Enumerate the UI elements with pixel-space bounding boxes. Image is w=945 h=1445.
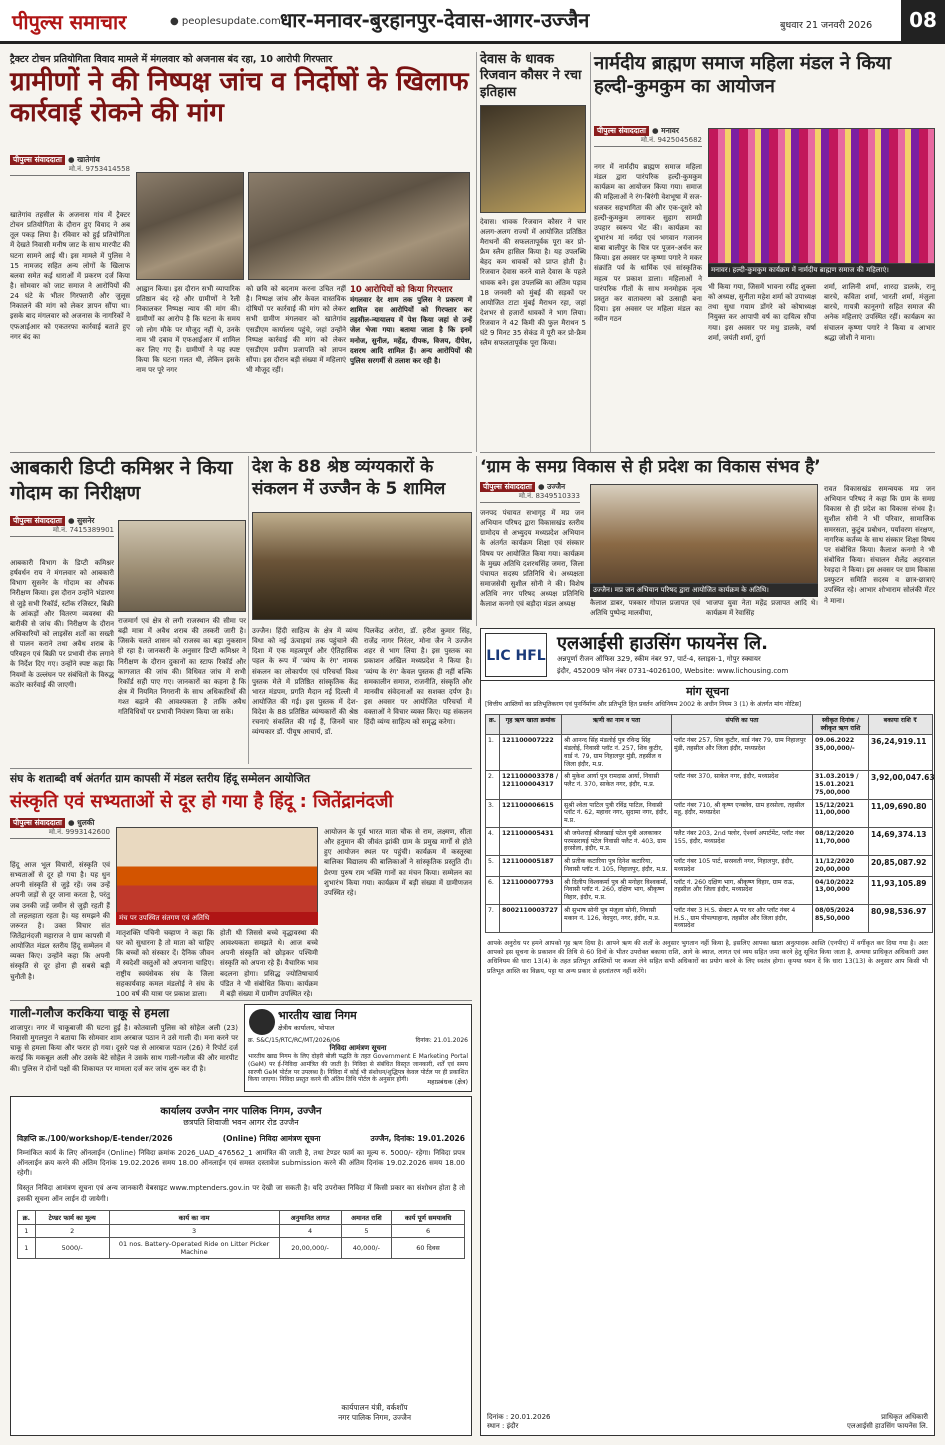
account-cell: 121100006615 (500, 799, 562, 827)
story-vyangya (252, 456, 472, 764)
story-chaku (10, 1004, 238, 1092)
sanction-amount: 11,70,000 (815, 837, 850, 845)
story-hindu-sammelan (10, 772, 472, 997)
sanction-date: 31.03.2019 / 15.01.2021 (815, 773, 859, 789)
sanction-cell (813, 904, 869, 932)
sanction-cell (813, 771, 869, 799)
hindu-kicker: संघ के शताब्दी वर्ष अंतर्गत ग्राम कापसी में मंडल स्तरीय हिंदू सम्मेलन आयोजित (10, 773, 311, 785)
col-header: स्वीकृत दिनांक / स्वीकृत ऋण राशि (813, 714, 869, 735)
due-amount-cell: 3,92,00,047.63 (869, 771, 933, 799)
photo-women-group (708, 128, 935, 264)
gram-body-col2: कैलाश डाबर, पत्रकार गोपाल प्रजापत एवं अतिथि पुष्पेन्द्र मालवीया, (590, 599, 700, 618)
due-amount-cell: 80,98,536.97 (869, 904, 933, 932)
tender-table (17, 1210, 465, 1259)
photo-inspection (118, 520, 246, 612)
property-cell: प्लॉट नंबर 105 पार्ट, सरस्वती नगर, निहालपुर, इंदौर, मध्यप्रदेश (672, 856, 813, 877)
col-number: 3 (109, 1224, 279, 1237)
sanction-date: 09.06.2022 (815, 737, 855, 745)
fci-sign: महाप्रबंधक (क्षेत्र) (427, 1078, 468, 1086)
sanction-amount: 13,00,000 (815, 886, 850, 894)
photo-caption: मंच पर उपस्थित संतगण एवं अतिथि (116, 912, 318, 925)
borrower-cell: श्री प्रतीक कटारिया पुत्र दिनेश कटारिया, निवासी प्लॉट नं. 105, निहालपुर, इंदौर, म.प्र. (562, 856, 672, 877)
lic-footer: दिनांक : 20.01.2026 स्थान : इंदौर प्राधिकृत अधिकारी एलआईसी हाउसिंग फायनेंस लि. (487, 1413, 928, 1430)
vyangya-body-col2: पिलकेंद्र अरोरा, डॉ. हरीश कुमार सिंह, राजेंद्र नागर निरंतर, मोना जैन ने उज्जैन शहर से भाग लिया है। इस पुस्तक का प्रकाशन अखिल मध्यप्रदेश ने किया है। 'व्यंग्य के रंग' केवल पुस्तक ही नहीं बल्कि समकालीन समाज, राजनीति, संस्कृति और मानवीय संवेदनाओं का सशक्त दर्पण है। इस अवसर पर आयोजित परिचर्चा में वक्ताओं ने विचार व्यक्त किए। यह संकलन हिंदी व्यंग्य साहित्य को समृद्ध करेगा। (364, 627, 472, 727)
section-title: धार-मनावर-बुरहानपुर-देवास-आगर-उज्जैन (280, 8, 590, 32)
photo-caption: मनावर। हल्दी-कुमकुम कार्यक्रम में नार्मदीय ब्राह्मण समाज की महिलाएं। (708, 264, 935, 277)
due-amount-cell: 11,09,690.80 (869, 799, 933, 827)
website-link[interactable]: ● peoplesupdate.com (170, 16, 281, 27)
sanction-date: 11/12/2020 (815, 858, 854, 866)
dewas-body: देवास। धावक रिजवान कौसर ने चार अलग-अलग राज्यों में आयोजित प्रतिष्ठित मैराथनों की सफलतापूर्वक पूरा कर प्रो-फ्रैम स्लैम हासिल किया है। यह उपलब्धि बेहद कम धावकों को प्राप्त होती है। रिजवान देवास करने वाले देवास के पहले धावक बने। इस उपलब्धि का अंतिम पड़ाव 18 जनवरी को मुंबई की सड़कों पर आयोजित टाटा मुंबई मैराथन रहा, जहां देशभर से हजारों धावकों ने भाग लिया। रिजवान ने 42 किमी की फुल मैराथन 5 घंटे 9 मिनट 35 सेकंड में पूरी कर प्रो-फ्रैम स्लैम सफलतापूर्वक पूरा किया। (480, 217, 586, 348)
lic-body: आपके अनुरोध पर हमने आपको गृह ऋण दिया है। आपने ऋण की शर्तों के अनुसार भुगतान नहीं किया है, इसलिए आपका खाता अनुत्पादक आस्ति (एनपीए) में वर्गीकृत कर दिया गया है। अतः आपको इस सूचना के प्रकाशन की तिथि से 60 दिनों के भीतर उपरोक्त बकाया राशि, आगे के ब्याज, लागत एवं व्यय सहित जमा करने हेतु सूचित किया जाता है, अन्यथा प्राधिकृत अधिकारी उक्त अधिनियम की धारा 13(4) के तहत प्रतिभूत आस्तियों पर कब्जा लेने सहित सभी अधिकारों का प्रयोग करने के लिए स्वतंत्र होगा। कृपया ध्यान दें कि धारा 13(13) के अनुसार आप किसी भी प्रतिभूत आस्ति का विक्रय, पट्टा या अन्य प्रकार से हस्तांतरण नहीं करेंगे। (487, 940, 928, 975)
brand-logo: पीपुल्स समाचार (12, 10, 127, 34)
sanction-amount: 20,00,000 (815, 865, 850, 873)
due-amount-cell: 20,85,087.92 (869, 856, 933, 877)
lic-row (486, 827, 933, 855)
property-cell: फ्लैट नंबर 203, 2nd फ्लोर, ऐश्वर्य अपार्टमेंट, प्लॉट नंबर 155, इंदौर, मध्यप्रदेश (672, 827, 813, 855)
hindu-body-col4: आयोजन के पूर्व भारत माता चौक से राम, लक्ष्मण, सीता और हनुमान की जीवंत झांकी ग्राम के प्रमुख मार्गों से होते हुए आयोजन स्थल पर पहुंची। कार्यक्रम में कस्तूरबा बालिका विद्यालय की बालिकाओं ने सांस्कृतिक प्रस्तुति दी। प्रेरणा पुरुष राम भक्ति गानों का मंचन किया। सम्मेलन का शुभारंभ किया गया। कार्यक्रम में बड़ी संख्या में ग्रामीणजन उपस्थित रहे। (324, 828, 472, 897)
serial-cell: 1. (486, 735, 500, 771)
abkari-body-col1: आबकारी विभाग के डिप्टी कमिश्नर हर्षवर्धन राय ने मंगलवार को आबकारी विभाग सुसनेर के गोदाम का औचक निरीक्षण किया। इस दौरान उन्होंने भंडारण से जुड़े सभी रिकॉर्ड, स्टॉक रजिस्टर, बिक्री के आंकड़ों और वितरण व्यवस्था की बारीकी से जांच की। निरीक्षण के दौरान अधिकारियों को लाइसेंस शर्तों का सख्ती से पालन कराने तथा अवैध शराब के परिवहन एवं बिक्री पर प्रभावी रोक लगाने के निर्देश दिए गए। उन्होंने स्पष्ट कहा कि नियमों के उल्लंघन पर संबंधितों के विरुद्ध कठोर कार्रवाई की जाएगी। (10, 559, 114, 689)
tender-ref-line: विज्ञप्ति क्र./100/workshop/E-tender/2026 (Online) निविदा आमंत्रण सूचना उज्जैन, दिनांक: 19.01.2026 (17, 1134, 465, 1143)
photo-sammelan (116, 827, 318, 925)
sanction-date: 15/12/2021 (815, 801, 854, 809)
byline: पीपुल्स संवाददाता ● धुलकी (10, 818, 472, 828)
story-abkari (10, 456, 246, 764)
due-amount-cell: 14,69,374.13 (869, 827, 933, 855)
hindu-body-col1: हिंदू आज भूल विचारों, संस्कृति एवं सभ्यताओं से दूर हो गया है। यह धुन अपनी संस्कृति से जुड़े रहें। जब उन्हें अपनी जड़ों से दूर जाना करता है, परंतु जब उनकी जड़ें जमीन से जुड़ी रहती हैं तो लहलहाता रहता है। यह समझने की जरूरत है। उक्त विचार संत जितेंद्रानंदजी महाराज ने ग्राम कापसी में आयोजित मंडल स्तरीय हिंदू सम्मेलन में व्यक्त किए। उन्होंने कहा कि अपनी संस्कृति से दूर होना ही सबसे बड़ी चुनौती है। (10, 861, 110, 981)
lic-header-row (486, 714, 933, 735)
lic-header (481, 629, 934, 681)
fci-logo (249, 1009, 275, 1035)
vyangya-body-col1: उज्जैन। हिंदी साहित्य के क्षेत्र में व्यंग्य विधा को नई ऊंचाइयां तक पहुंचाने की दिशा में एक महत्वपूर्ण और ऐतिहासिक पहल के रूप में 'व्यंग्य के रंग' नामक संकलन का लोकार्पण एवं परिचर्चा विश्व पुस्तक मेले में प्रतिष्ठित सांस्कृतिक केंद्र भारत मंडपम, प्रगति मैदान नई दिल्ली में आयोजित की गई। इस पुस्तक में देश-विदेश के 88 प्रतिष्ठित व्यंग्यकारों की श्रेष्ठ रचनाएं संकलित की गई हैं, जिनमें चार व्यंग्यकार डॉ. पीयूष आचार्य, डॉ. (252, 627, 358, 737)
col-header: बकाया राशि ₹ (869, 714, 933, 735)
sanction-cell (813, 876, 869, 904)
property-cell: प्लॉट नंबर 257, शिव कुटीर, वार्ड नंबर 79, ग्राम निहालपुर मुंडी, तहसील और जिला इंदौर, मध्यप्रदेश (672, 735, 813, 771)
account-cell: 8002110003727 (500, 904, 562, 932)
col-header: कार्य का नाम (109, 1210, 279, 1224)
serial-cell: 2. (486, 771, 500, 799)
mobile-number: मो.नं. 9993142600 (10, 828, 110, 839)
gali-headline: गाली-गलौज करकिया चाकू से हमला (10, 1006, 170, 1020)
fci-sub: क्षेत्रीय कार्यालय, भोपाल (278, 1024, 335, 1032)
col-header: टेण्डर फार्म का मूल्य (35, 1210, 109, 1224)
due-amount-cell: 36,24,919.11 (869, 735, 933, 771)
col-number: 4 (279, 1224, 341, 1237)
lic-logo: LIC HFL (485, 633, 547, 677)
mobile-number: मो.नं. 9753414558 (10, 165, 130, 176)
tender-body: निम्नांकित कार्य के लिए ऑनलाईन (Online) निविदा क्रमांक 2026_UAD_476562_1 आमंत्रित की जाती है, तथा टेण्डर फार्म का मूल्य रु. 5000/- रहेगा। निविदा प्रपत्र ऑनलाईन क्रय करने की अंतिम दिनांक 19.02.2026 समय 18.00 ऑनलाईन एवं समस्त दस्तावेज submission करने की अंतिम दिनांक 19.02.2026 समय 18.00 रहेगी। (17, 1149, 465, 1178)
tender-cell: 60 दिवस (392, 1237, 465, 1258)
fci-title: भारतीय खाद्य निगम (278, 1009, 357, 1022)
page-date: बुधवार 21 जनवरी 2026 (780, 20, 873, 31)
vyangya-headline: देश के 88 श्रेष्ठ व्यंग्यकारों के संकलन में उज्जैन के 5 शामिल (252, 457, 446, 500)
story-body-col1: खातेगांव तहसील के अजनास गांव में ट्रैक्टर टोचन प्रतियोगिता के दौरान हुए विवाद ने अब तूल पकड़ लिया है। रविवार को हुई प्रतियोगिता में देखते निवासी मनीष जाट के साथ मारपीट की घटना सामने आई थी। इस मामले में पुलिस ने 15 नामजद सहित अन्य लोगों के खिलाफ बलवा समेत कई धाराओं में प्रकरण दर्ज किया है। सोमवार को जाट समाज ने आरोपियों की 24 घंटे के भीतर गिरफ्तारी और जुलूस निकालने की मांग को लेकर ज्ञापन सौंपा था। इसके बाद मंगलवार को अजनास के नागरिकों ने एफआईआर को एकतरफा कार्रवाई बताते हुए नगर बंद का (10, 211, 130, 341)
byline: पीपुल्स संवाददाता ● उज्जैन (480, 482, 935, 492)
col-header: अनुमानित लागत (279, 1210, 341, 1224)
col-number: 1 (18, 1224, 36, 1237)
tender-number-row (18, 1224, 465, 1237)
abkari-body-col2: राजमार्ग एवं क्षेत्र से लगी राजस्थान की सीमा पर बढ़ी मात्रा में अवैध शराब की तस्करी जारी है। जिसके चलते शासन को राजस्व का बड़ा नुकसान हो रहा है। जानकारी के अनुसार डिप्टी कमिश्नर ने निरीक्षण के दौरान दुकानों का स्टाफ रिकॉर्ड और कागजात की जांच की। विधिवत जांच में सभी रिकॉर्ड सही पाए गए। जानकारों का कहना है कि क्षेत्र में नियमित निगरानी के साथ अधिकारियों की गश्त बढ़ाने की आवश्यकता है ताकि अवैध गतिविधियों पर प्रभावी नियंत्रण किया जा सके। (118, 617, 246, 717)
sanction-amount: 35,00,000/- (815, 745, 855, 753)
story-dewas-runner (480, 52, 586, 447)
col-header: ऋणी का नाम व पता (562, 714, 672, 735)
tender-note: विस्तृत निविदा आमंत्रण सूचना एवं अन्य जानकारी वेबसाइट www.mptenders.gov.in पर देखी जा सकती है। यदि उपरोक्त निविदा में किसी प्रकार का संशोधन होता है तो इसकी सूचना ऑन लाईन दी जायेगी। (17, 1184, 465, 1203)
sanction-cell (813, 827, 869, 855)
page-number: 08 (901, 0, 945, 41)
gram-headline: ‘ग्राम के समग्र विकास से ही प्रदेश का विकास संभव है’ (480, 457, 821, 477)
sanction-amount: 85,50,000 (815, 914, 850, 922)
col-header: संपत्ति का पता (672, 714, 813, 735)
byline: पीपुल्स संवाददाता ● मनावर (594, 126, 935, 136)
story-haldi-kumkum (594, 52, 935, 447)
ujjain-tender-notice (10, 1096, 472, 1436)
story-kicker: ट्रैक्टर टोचन प्रतियोगिता विवाद मामले में मंगलवार को अजनास बंद रहा, 10 आरोपी गिरफ्तार (10, 54, 333, 65)
property-cell: प्लॉट नंबर 710, श्री कृष्ण एन्क्लेव, ग्राम हरसोला, तहसील महू, इंदौर, मध्यप्रदेश (672, 799, 813, 827)
borrower-cell: श्री आनन्द सिंह मंडलोई पुत्र रविन्द्र सिंह मंडलोई, निवासी प्लॉट नं. 257, शिव कुटीर, वार्ड नं. 79, ग्राम निहालपुर मुंडी, तहसील व जिला इंदौर, म.प्र. (562, 735, 672, 771)
sanction-date: 08/12/2020 (815, 829, 854, 837)
story-headline: ग्रामीणों ने की निष्पक्ष जांच व निर्दोषों के खिलाफ कार्रवाई रोकने की मांग (10, 67, 469, 129)
tender-cell: 01 nos. Battery-Operated Ride on Litter Picker Machine (109, 1237, 279, 1258)
borrower-cell: श्री दिलीप विश्वकर्मा पुत्र श्री मनोहर विश्वकर्मा, निवासी प्लॉट नं. 260, दक्षिण भाग, श्रीकृष्ण विहार, इंदौर, म.प्र. (562, 876, 672, 904)
arrest-box-title: 10 आरोपियों को किया गिरफ्तार (350, 285, 453, 295)
photo-caption: उज्जैन। मप्र जन अभियान परिषद द्वारा आयोजित कार्यक्रम के अतिथि। (590, 584, 818, 597)
col-header: क्र. (486, 714, 500, 735)
story-ajnas (10, 52, 472, 447)
hindu-body-col3: होती थी जिससे बच्चे वृद्धावस्था की आवश्यकता समझते थे। आज बच्चे अपनी संस्कृति को छोड़कर पश्चिमी संस्कृति को अपना रहे हैं। वैचारिक भाव बदलना होगा। प्रसिद्ध ज्योतिषाचार्य पंडित ने भी संबोधित किया। कार्यक्रम में बड़ी संख्या में ग्रामीण उपस्थित रहे। (220, 929, 318, 998)
col-header: अमानत राशि (341, 1210, 391, 1224)
byline: पीपुल्स संवाददाता ● खातेगांव (10, 155, 472, 165)
story-body-col2: आह्वान किया। इस दौरान सभी व्यापारिक प्रतिष्ठान बंद रहे और ग्रामीणों ने रैली निकालकर निष्पक्ष न्याय की मांग की। ग्रामीणों का आरोप है कि घटना के समय जो लोग मौके पर मौजूद नहीं थे, उनके नाम भी दबाव में एफआईआर में शामिल कर लिए गए हैं। ग्रामीणों ने यह स्पष्ट किया कि घटना गलत थी, लेकिन इसके नाम पर पूरे नगर (136, 285, 240, 375)
hindu-headline: संस्कृति एवं सभ्यताओं से दूर हो गया है हिंदू : जितेंद्रानंदजी (10, 791, 394, 812)
account-cell: 121100005187 (500, 856, 562, 877)
tender-row (18, 1237, 465, 1258)
gram-body-col2b: भाजपा युवा नेता महेंद्र प्रजापत आदि थे। कार्यक्रम में रेवासिंह (706, 599, 818, 618)
due-amount-cell: 11,93,105.89 (869, 876, 933, 904)
photo-book-launch (252, 512, 472, 620)
sanction-date: 04/10/2022 (815, 878, 854, 886)
borrower-cell: श्री मुकेश आर्या पुत्र रामदास आर्या, निवासी फ्लैट नं. 370, साकेत नगर, इंदौर, म.प्र. (562, 771, 672, 799)
lic-table (485, 714, 933, 933)
col-header: कार्य पूर्ण समयावधि (392, 1210, 465, 1224)
sanction-amount: 11,00,000 (815, 809, 850, 817)
tender-cell: 40,000/- (341, 1237, 391, 1258)
account-cell: 121100003378 / 121100004317 (500, 771, 562, 799)
tender-cell: 1 (18, 1237, 36, 1258)
narmadiya-body-col3: शर्मा, शालिनी शर्मा, शारदा डालके, रानू बारचे, कविता शर्मा, भारती शर्मा, मंजुला बारचे, गायत्री कानूनगो सहित समाज की अनेक महिलाएं उपस्थित रहीं। कार्यक्रम का संचालन कृष्णा पगारे ने किया व आभार श्रद्धा जोशी ने माना। (824, 283, 935, 342)
photo-meeting (590, 484, 818, 584)
photo-villagers (248, 172, 470, 280)
lic-row (486, 799, 933, 827)
account-cell: 121100005431 (500, 827, 562, 855)
serial-cell: 6. (486, 876, 500, 904)
sanction-date: 08/05/2024 (815, 906, 854, 914)
property-cell: प्लॉट नंबर 3 H.S. सेक्टर A पर घर और प्लॉट नंबर 4 H.S., ग्राम पीपल्याहाना, तहसील और जिला इंदौर, मध्यप्रदेश (672, 904, 813, 932)
lic-office: अन्नपूर्णा रीजन ऑफिस 329, स्कीम नंबर 97, पार्ट-4, स्लाइस-1, गोपुर स्क्वायर (557, 655, 761, 663)
fci-body: भारतीय खाद्य निगम के लिए दोहरी बोली पद्धति के तहत Government E Marketing Portal (GeM) पर ई-निविदा आमंत्रित की जाती है। निविदा से संबंधित विस्तृत जानकारी, शर्तें एवं समय सारणी GeM पोर्टल पर उपलब्ध है। निविदा में कोई भी संशोधन/शुद्धिपत्र केवल पोर्टल पर ही प्रकाशित किया जाएगा। निविदा प्रस्तुत करने की अंतिम तिथि पोर्टल के अनुसार होगी। (248, 1053, 468, 1084)
tender-cell: 20,00,000/- (279, 1237, 341, 1258)
serial-cell: 3. (486, 799, 500, 827)
lic-row (486, 771, 933, 799)
byline: पीपुल्स संवाददाता ● सुसनेर (10, 516, 246, 526)
mobile-number: मो.नं. 7415389901 (10, 526, 114, 537)
photo-runner (480, 105, 586, 213)
sanction-cell (813, 799, 869, 827)
photo-police (136, 172, 244, 280)
mobile-number: मो.नं. 9425045682 (594, 136, 702, 147)
tender-cell: 5000/- (35, 1237, 109, 1258)
gali-body: शाजापुर। नगर में चाकूबाजी की घटना हुई है। कोतवाली पुलिस को सोहेल अली (23) निवासी मुगलपुरा ने बताया कि सोमवार शाम अरबाज पठान ने उसे गाली दी। मना करने पर चाकू से हमला किया और फरार हो गया। दूसरे पक्ष से आरबाज पठान (26) ने रिपोर्ट दर्ज कराई कि मकबूल अली और उसके बेटे सोहेल ने उसके साथ गाली-गलौज की और मारपीट की। पुलिस ने दोनों पक्षों की शिकायत पर मामला दर्ज कर जांच शुरू कर दी है। (10, 1024, 238, 1073)
account-cell: 121100007222 (500, 735, 562, 771)
lic-contact: इंदौर, 452009 फोन नंबर 0731-4026100, Website: www.lichousing.com (557, 667, 789, 675)
serial-cell: 4. (486, 827, 500, 855)
serial-cell: 7. (486, 904, 500, 932)
narmadiya-body-col1: नगर में नार्मदीय ब्राह्मण समाज महिला मंडल द्वारा पारंपरिक हल्दी-कुमकुम कार्यक्रम का आयोजन किया गया। समाज की महिलाओं ने रंग-बिरंगी वेशभूषा में सज-धजकर सहभागिता की और एक-दूसरे को हल्दी-कुमकुम लगाकर सुहाग सामग्री उपहार स्वरूप भेंट की। कार्यक्रम का शुभारंभ मां नर्मदा एवं भगवान गजानन बाबा बालीपुर के चित्र पर पूजन-अर्चन कर किया। इस अवसर पर कृष्णा पगारे ने मकर संक्रांति पर्व के धार्मिक एवं सांस्कृतिक महत्व पर प्रकाश डाला। महिलाओं ने पारंपरिक गीतों के साथ मनमोहक नृत्य प्रस्तुत कर वातावरण को उत्साही बना दिया। इस अवसर पर महिला मंडल का नवीन गठन (594, 163, 702, 324)
gram-body-col1: जनपद पंचायत सभागृह में मप्र जन अभियान परिषद द्वारा विकासखंड स्तरीय ग्रामोदय से अभ्युदय मध्यप्रदेश अभियान के अंतर्गत कार्यक्रम शिक्षा एवं संस्कार विषय पर आयोजित किया गया। कार्यक्रम के मुख्य अतिथि दशरथसिंह जमरा, जिला पंचायत सदस्य प्रतिनिधि थे। अध्यक्षता समाजसेवी सुशील सोनी ने की। विशेष अतिथि नगर परिषद अध्यक्ष प्रतिनिधि कैलाश कनगो एवं बड़ौदा मंडल अध्यक्ष (480, 509, 584, 609)
sanction-cell (813, 735, 869, 771)
col-number: 2 (35, 1224, 109, 1237)
hindu-body-col2: मातृशक्ति पचिनी चव्हाण ने कहा कि घर को सुधारना है तो माता को चाहिए कि बच्चों को संस्कार दें। दैनिक जीवन में स्वदेशी वस्तुओं को अपनाना चाहिए। राष्ट्रीय स्वयंसेवक संघ के जिला सहकार्यवाह कमल मंडलोई ने संघ के 100 वर्ष की यात्रा पर प्रकाश डाला। (116, 929, 214, 998)
lic-hfl-demand-notice (480, 628, 935, 1436)
property-cell: प्लॉट नंबर 370, साकेत नगर, इंदौर, मध्यप्रदेश (672, 771, 813, 799)
arrest-box-body: मंगलवार देर शाम तक पुलिस ने प्रकरण में शामिल दस आरोपियों को गिरफ्तार कर तहसील-न्यायालय में पेश किया जहां से उन्हें जेल भेजा गया। बताया जाता है कि इनमें मनोज, सुनील, महेंद्र, दीपक, विजय, दीपेश, दशरथ आदि शामिल हैं। अन्य आरोपियों की पुलिस सरगर्मी से तलाश कर रही है। (350, 296, 472, 365)
account-cell: 121100007793 (500, 876, 562, 904)
fci-tender-ad (244, 1004, 472, 1092)
col-header: क्र. (18, 1210, 36, 1224)
property-cell: प्लॉट नं. 260 दक्षिण भाग, श्रीकृष्ण विहार, ग्राम राऊ, तहसील और जिला इंदौर, मध्यप्रदेश (672, 876, 813, 904)
col-number: 5 (341, 1224, 391, 1237)
lic-intro: [वित्तीय आस्तियों का प्रतिभूतिकरण एवं पुनर्निर्माण और प्रतिभूति हित प्रवर्तन अधिनियम 2002 के अधीन नियम 3 (1) के अंतर्गत मांग नोटिस] (485, 701, 802, 708)
borrower-cell: श्री जयेशराई श्रीलखाई पटेल पुत्री अलकाकर परमसरायई पटेल निवासी फ्लैट नं. 403, ग्राम हरसोला, इंदौर, म.प्र. (562, 827, 672, 855)
gram-body-col3: रावत विकासखंड समन्वयक मप्र जन अभियान परिषद ने कहा कि ग्राम के समग्र विकास से ही प्रदेश का विकास संभव है। सुशील सोनी ने भी परिवार, सामाजिक समरसता, कुटुंब प्रबोधन, पर्यावरण संरक्षण, नागरिक कर्तव्य के साथ संस्कार शिक्षा विषय पर संबोधित किया। कैलाश कनगो ने भी संबोधित किया। संचालन शैलेंद्र अहरवाल रेवड़दा ने किया। इस अवसर पर ग्राम विकास प्रस्फुटन समिति सदस्य व छात्र-छात्राएं उपस्थित रहे। आभार शोभाराम सोलंकी मेंटर ने माना। (824, 485, 935, 605)
tender-sign: कार्यपालन यंत्री, वर्कशॉप नगर पालिक निगम, उज्जैन (338, 1403, 411, 1422)
lic-row (486, 876, 933, 904)
story-body-col3: को छवि को बदनाम करना उचित नहीं है। निष्पक्ष जांच और केवल वास्तविक दोषियों पर कार्रवाई की मांग को लेकर सभी ग्रामीण मंगलवार को खातेगांव एसडीएम कार्यालय पहुंचे, जहां उन्होंने निष्पक्ष कार्रवाई की मांग को लेकर एसडीएम प्रवीण प्रजापति को ज्ञापन सौंपा। इस दौरान बड़ी संख्या में महिलाएं भी मौजूद रहीं। (246, 285, 346, 375)
abkari-headline: आबकारी डिप्टी कमिश्नर ने किया गोदाम का निरीक्षण (10, 457, 233, 504)
lic-title: एलआईसी हाउसिंग फायनेंस लि. (557, 633, 768, 654)
lic-row (486, 856, 933, 877)
sanction-cell (813, 856, 869, 877)
serial-cell: 5. (486, 856, 500, 877)
fci-notice-title: निविदा आमंत्रण सूचना (329, 1044, 387, 1052)
lic-row (486, 904, 933, 932)
masthead (0, 0, 945, 44)
tender-office: कार्यालय उज्जैन नगर पालिक निगम, उज्जैन (160, 1106, 322, 1117)
borrower-cell: सुश्री श्वेता पाटिल पुत्री रविंद्र पाटिल, निवासी प्लॉट नं. 62, महावर नगर, सुदामा नगर, इंदौर, म.प्र. (562, 799, 672, 827)
fci-ref: क्र. S&C/15/RTC/RC/MT/2026/06 दिनांक: 21.01.2026 (248, 1037, 468, 1044)
story-gram-vikas (480, 456, 935, 621)
dewas-headline: देवास के धावक रिजवान कौसर ने रचा इतिहास (480, 52, 582, 100)
col-header: गृह ऋण खाता क्रमांक (500, 714, 562, 735)
borrower-cell: श्री सुभाष सोनी पुत्र मंजुला सोनी, निवासी मकान नं. 126, वेदपुरा, नगर, इंदौर, म.प्र. (562, 904, 672, 932)
col-number: 6 (392, 1224, 465, 1237)
tender-address: छत्रपति शिवाजी भवन आगर रोड उज्जैन (183, 1118, 299, 1127)
lic-row (486, 735, 933, 771)
mobile-number: मो.नं. 8349510333 (480, 492, 580, 503)
tender-header-row (18, 1210, 465, 1224)
arrest-box (350, 284, 472, 446)
narmadiya-body-col2: भी किया गया, जिसमें भावना रवींद्र शुक्ला को अध्यक्ष, सुनीता महेश शर्मा को उपाध्यक्ष तथा सुधा गयाम डोंगरे को कोषाध्यक्ष नियुक्त कर आपापी वर्ष का दायित्व सौंपा गया। इस अवसर पर मधु डालके, वर्षा शर्मा, जयंती शर्मा, दुर्गा (708, 283, 817, 342)
lic-notice-title: मांग सूचना (686, 685, 729, 698)
sanction-amount: 75,00,000 (815, 788, 850, 796)
narmadiya-headline: नार्मदीय ब्राह्मण समाज महिला मंडल ने किया हल्दी-कुमकुम का आयोजन (594, 53, 892, 98)
